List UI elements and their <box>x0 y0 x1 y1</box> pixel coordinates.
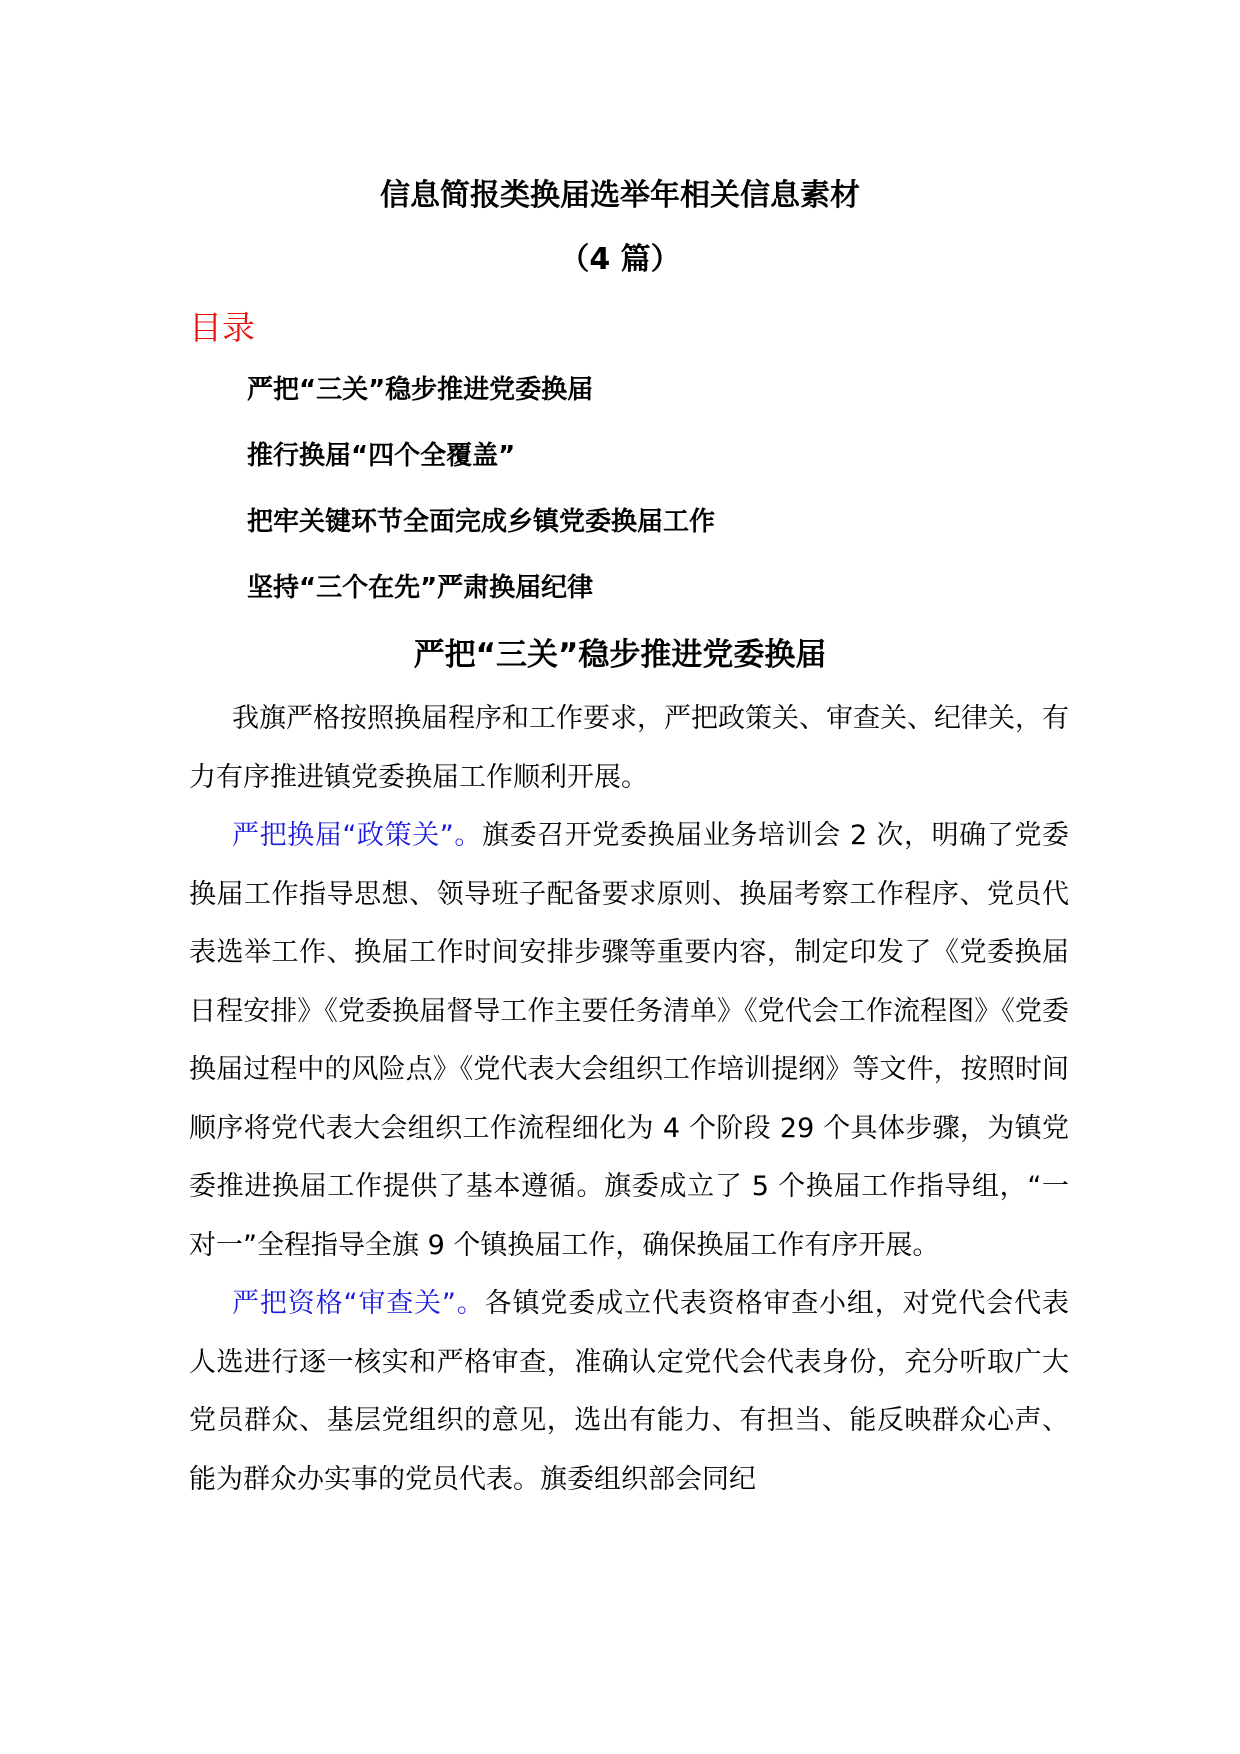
table-of-contents <box>247 372 715 636</box>
document-title: 信息简报类换届选举年相关信息素材 <box>380 178 860 213</box>
paragraph-text: 旗委召开党委换届业务培训会 2 次，明确了党委换届工作指导思想、领导班子配备要求原则、换届考察工作程序、党员代表选举工作、换届工作时间安排步骤等重要内容，制定印发了《党委换届日程安排》《党委换届督导工作主要任务清单》《党代会工作流程图》《党委换届过程中的风险点》《党代表大会组织工作培训提纲》等文件，按照时间顺序将党代表大会组织工作流程细化为 4 个阶段 29 个具体步骤，为镇党委推进换届工作提供了基本遵循。旗委成立了 5 个换届工作指导组，“一对一”全程指导全旗 9 个镇换届工作，确保换届工作有序开展。 <box>189 820 1069 1261</box>
toc-item[interactable]: 坚持“三个在先”严肃换届纪律 <box>247 573 594 603</box>
toc-heading: 目录 <box>189 308 255 347</box>
article-title: 严把“三关”稳步推进党委换届 <box>413 637 827 673</box>
document-subtitle: （4 篇） <box>559 242 681 277</box>
toc-item[interactable]: 把牢关键环节全面完成乡镇党委换届工作 <box>247 507 716 537</box>
toc-item[interactable]: 严把“三关”稳步推进党委换届 <box>247 375 594 405</box>
paragraph-lead: 严把换届“政策关”。 <box>232 820 482 851</box>
paragraph-lead: 严把资格“审查关”。 <box>232 1288 485 1319</box>
paragraph-text: 各镇党委成立代表资格审查小组，对党代会代表人选进行逐一核实和严格审查，准确认定党代会代表身份，充分听取广大党员群众、基层党组织的意见，选出有能力、有担当、能反映群众心声、能为群众办实事的党员代表。旗委组织部会同纪 <box>189 1288 1069 1495</box>
article-body <box>189 690 1069 1509</box>
toc-item[interactable]: 推行换届“四个全覆盖” <box>247 441 516 471</box>
article-paragraph <box>189 1275 1069 1509</box>
article-intro: 我旗严格按照换届程序和工作要求，严把政策关、审查关、纪律关，有力有序推进镇党委换届工作顺利开展。 <box>189 703 1069 793</box>
article-paragraph <box>189 807 1069 1275</box>
